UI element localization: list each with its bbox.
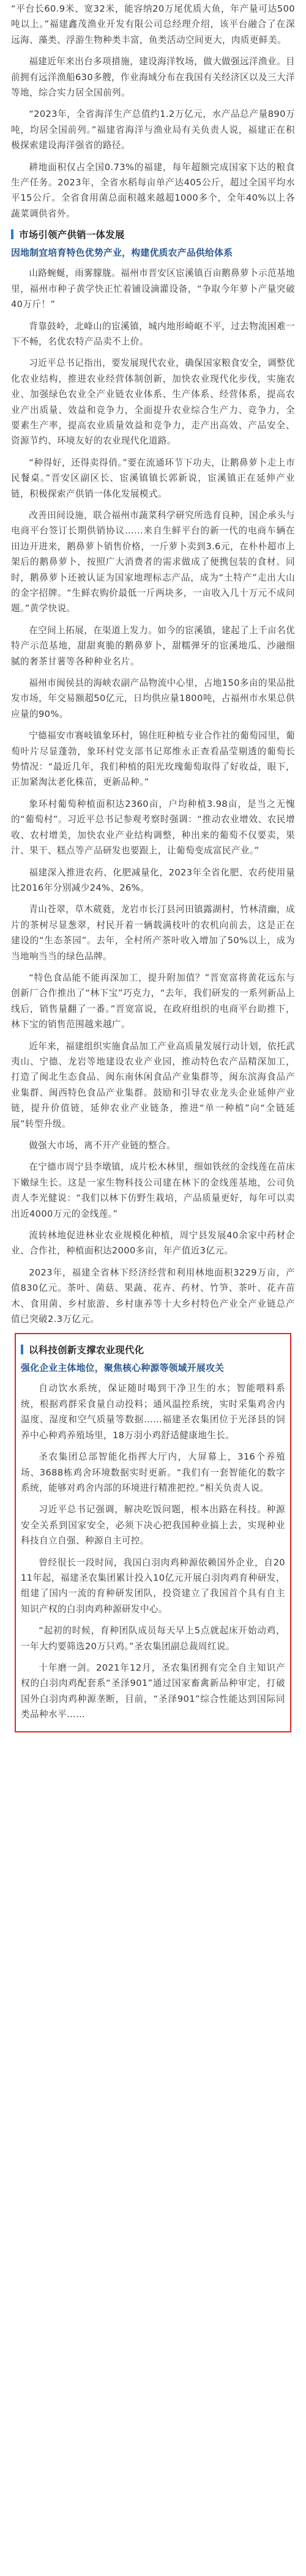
paragraph: 自动饮水系统，保证随时喝到干净卫生的水；智能喂料系统，根据鸡群采食量自动投料；通风温控系统，实时采集鸡舍内温度、湿度和空气质量等数据……福建圣农集团位于光泽县的饲养中心种鸡养殖场里，18万羽小鸡舒适健康地生长。 xyxy=(21,1383,285,1441)
paragraph: 十年磨一剑。2021年12月，圣农集团拥有完全自主知识产权的白羽肉鸡配套系“圣泽901”通过国家畜禽新品种审定，打破国外白羽肉鸡种源垄断，目前，“圣泽901”综合性能达到国际同类品种水平…… xyxy=(21,1662,285,1720)
paragraph: 宁德福安市赛岐镇象环村，锦住旺种植专业合作社的葡萄园里，葡萄叶片尽显蓬勃，象环村党支部书记郑维永正查看晶莹剔透的葡萄长势情况：“最近几年，我们种植的阳光玫瑰葡萄取得了好收益，眼下，正加紧淘汰老化株苗，更新品种。” xyxy=(11,730,296,788)
heading-bar-decoration xyxy=(21,1345,23,1354)
paragraph: 耕地面积仅占全国0.73%的福建，每年超额完成国家下达的粮食生产任务。2023年，全省水稻每亩单产达405公斤，超过全国平均水平15公斤。全省食用菌总面积越来越超1000多个，全年40%以上各蔬菜调供省外。 xyxy=(11,161,295,219)
paragraph: “平台长60.9米、宽32米，能容纳20万尾优质大鱼，年产量可达500吨以上。”福建鑫茂渔业开发有限公司总经理介绍，该平台融合了在深远海、藻类、浮游生物种类丰富，鱼类活动空间更大，肉质更鲜美。 xyxy=(11,4,295,45)
paragraph: 山路蜿蜒，雨雾朦胧。福州市晋安区宦溪镇百亩鹅鼻萝卜示范基地里，福州市种子黄学快正忙着铺设滴灌设备，“争取今年萝卜产量突破40万斤！” xyxy=(11,268,296,310)
paragraph: 背靠鼓岭，北峰山的宦溪镇，城内地形崎岖不平，过去物流困难一下不畅，名优农特产品卖不上价。 xyxy=(11,321,296,347)
paragraph: 做强大市场，离不开产业链的整合。 xyxy=(29,1140,176,1151)
paragraph: 2023年，福建全省林下经济经营和利用林地面积3229万亩，产值830亿元。茶叶、菌菇、果蔬、花卉、药材、竹笋、茶叶、花卉苗木、食用菌、乡村旅游、乡村康养等十大乡村特色产业全产业链总产值已突破2.3万亿元。 xyxy=(11,1267,295,1325)
paragraph: 圣农集团总部智能化指挥大厅内，大屏幕上，316个养殖场、3688栋鸡舍环境数据实时更新。“我们有一套智能化的数字系统，能够对鸡舍内部的环境进行精准把控。”相关负责人说。 xyxy=(21,1452,285,1493)
section-market xyxy=(11,228,295,1327)
paragraph: “特色食品能不能再深加工，提升附加值？”晋宽富将黄花远东与创新厂合作推出了“林下宝”巧克力，“去年，我们研发的一系列新品上线后，销售量翻了一番。”晋宽富说，在政府组织的电商平台助推下，林下宝的销售范围越来越广。 xyxy=(11,972,295,1030)
section-tech-highlight xyxy=(15,1333,291,1732)
section-title: 以科技创新支撑农业现代化 xyxy=(29,1345,144,1356)
paragraph: “2023年，全省海洋生产总值约1.2万亿元，水产品总产量890万吨，均居全国前列。”福建省海洋与渔业局有关负责人说，福建正在积极探索建设海洋强省的路径。 xyxy=(11,109,295,151)
paragraph: 改善田间设施，联合福州市蔬菜科学研究所选育良种，国企承头与电商平台签订长期供销协议……来自生鲜平台的新一代的电商车辆在田边开进来，鹅鼻萝卜销售价格，一斤萝卜卖到3.6元，在朴朴超市上架后的鹅鼻萝卜，按照广大消费者的需求做成了便携包装的食材。同时，鹅鼻萝卜还被认证为国家地理标志产品，成为“土特产”走出大山的金字招牌。“生鲜农购价最低一斤两块多，一亩收入几十万元不成问题。”黄学快说。 xyxy=(11,510,296,614)
paragraph: 象环村葡萄种植面积达2360亩，户均种植3.98亩，是当之无愧的“葡萄村”。习近平总书记参观考察时强调：“推动农业增效、农民增收、农村增美，加快农业产业结构调整，种出来的葡萄不仅要卖，果汁、果干、糕点等产品研发也要跟上，让葡萄变成富民产业。” xyxy=(11,798,295,856)
paragraph: 习近平总书记强调，解决吃饭问题，根本出路在科技。种源安全关系到国家安全，必须下决心把我国种业搞上去，实现种业科技自立自强、种源自主可控。 xyxy=(21,1504,285,1546)
paragraph: “起初的时候，育种团队成员每天早上5点就起床开始动鸡，一年大约要筛选20万只鸡。”圣农集团副总裁周红说。 xyxy=(21,1625,285,1652)
section-heading xyxy=(21,1343,285,1356)
section-subtitle: 因地制宜培育特色优势产业，构建优质农产品供给体系 xyxy=(11,248,233,259)
paragraph: 习近平总书记指出，要发展现代农业，确保国家粮食安全，调整优化农业结构，推进农业经营体制创新，加快农业现代化步伐，实施农业、加强绿色农业全产业链农业体系、生产体系、经营体系，提高农业产出质量、效益和竞争力，全面提升农业综合生产力、竞争力，全要素生产率，提高农业质量效益和竞争力，走产出高效、产品安全、资源节约、环境友好的农业现代化道路。 xyxy=(11,358,296,447)
paragraph: 近年来，福建组织实施食品加工产业高质量发展行动计划，依托武夷山、宁德、龙岩等地建设农业产业园，推动特色农产品精深加工，打造了闽北生态食品、闽东南休闲食品产业集群等，闽东滨海食品产业集群、闽西特色食品产业集群。鼓励和引导农业龙头企业延伸产业链，提升价值链，延伸农业产业链条，推进“单一种植”向“全链延展”转型升级。 xyxy=(11,1041,296,1129)
paragraph: 福建深入推进农药、化肥减量化，2023年全省化肥、农药使用量比2016年分别减少24%、26%。 xyxy=(11,867,295,893)
paragraph: “种得好，还得卖得俏。”要在流通环节下功夫，让鹅鼻萝卜走上市民餐桌。”晋安区副区长、宦溪镇镇长郭新说，宦溪镇正在延伸产业链，积极探索产供销一体化发展模式。 xyxy=(11,457,295,499)
heading-bar-decoration xyxy=(11,229,13,239)
paragraph: 曾经很长一段时间，我国白羽肉鸡种源依赖国外企业，自2011年起，福建圣农集团累计投入10亿元开展白羽肉鸡育种研发，组建了国内一流的育种研发团队，投资建立了我国首个具有自主知识产权的白羽肉鸡种源研发中心。 xyxy=(21,1557,285,1614)
section-heading xyxy=(11,228,295,241)
intro-block xyxy=(11,1,295,221)
paragraph: 福州市闽侯县的海峡农副产品物流中心里，占地150多亩的果品批发市场，年交易额超50亿元，日均供应量1800吨，占福州市水果总供应量的90%。 xyxy=(11,678,295,719)
section-title: 市场引领产供销一体发展 xyxy=(19,229,125,241)
section-subtitle: 强化企业主体地位，聚焦核心种源等领域开展攻关 xyxy=(21,1363,225,1374)
paragraph: 在空间上拓展，在渠道上发力。如今的宦溪镇，建起了上千亩名优特产示范基地，甜甜爽脆的鹅鼻萝卜，甜糯弹牙的宦溪地瓜、沙融细腻的奢茶甘薯等各种种业名片。 xyxy=(11,625,296,667)
paragraph: 在宁德市周宁县李墩镇，成片松木林里，细如铁丝的金线莲在苗床下嫩绿生长。这是一家生物科技公司建在林下的金线莲基地，公司负责人李光健说：“我们以林下仿野生栽培，产品质量更好，每年可以卖出近4000万元的金线莲。” xyxy=(11,1162,296,1219)
paragraph: 青山苍翠，草木葳蕤，龙岩市长汀县河田镇露湖村，竹林清幽，成片的茶树尽显葱翠，村民开着一辆载满枝叶的农机向前去，这是正在建设的“生态茶园”。去年，全村所产茶叶收入增加了50%以上，成为当地响当当的绿色品牌。 xyxy=(11,904,296,962)
paragraph: 福建近年来出台多项措施，建设海洋牧场，做大做强远洋渔业。目前拥有远洋渔船630多艘，作业海域分布在我国有关经济区以及三大洋等地，综合实力居全国前列。 xyxy=(11,56,296,98)
article-body xyxy=(0,1,306,1732)
paragraph: 流转林地促进林业农业规模化种植，周宁县发展40余家中药材企业、合作社，种植面积达2000多亩，年产值近3亿元。 xyxy=(11,1230,295,1256)
